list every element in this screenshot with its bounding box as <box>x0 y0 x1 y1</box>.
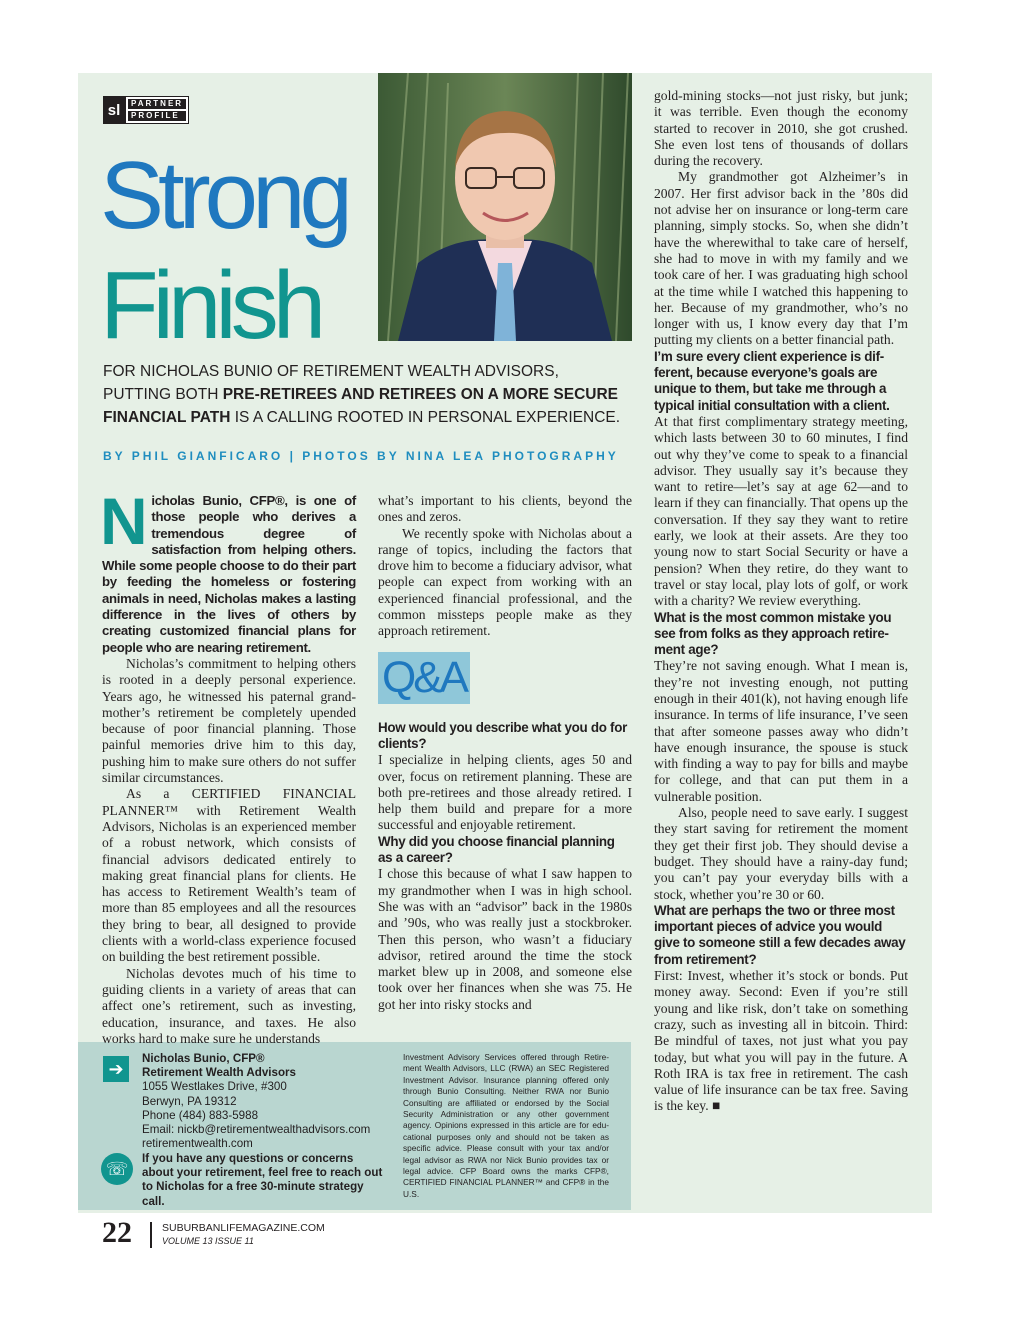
answer-3: At that first complimentary strategy meeting, which lasts between 30 to 60 minutes, I find out why they’ve come to speak to a financial advisor. They usually say it’s because they want to retire—let’s say at age 62—and to learn if they can financially. That opens up the conversation. If they say they want to retire early, we look at their assets. Are they too young now to start Social Security or have a pension? When they retire, do they want to travel or stay local, play lots of golf, or work with a charity? We review everything. <box>654 413 908 609</box>
contact-name: Nicholas Bunio, CFP® <box>142 1052 265 1065</box>
answer-1: I specialize in helping clients, ages 50 and over, focus on retirement planning. These are both pre-retirees and those already retired. I help them build and prepare for a more successful and enjoyable retirement. <box>378 752 632 833</box>
article-deck <box>103 360 631 429</box>
answer-4-paragraph-2: Also, people need to save early. I suggest they start saving for retirement the moment they get their first job. They should devise a budget. They should have a rainy-day fund; you can’t pay your everyday bills with a stock, whether you’re 30 or 60. <box>654 805 908 902</box>
answer-4: They’re not saving enough. What I mean is, they’re not investing enough, not putting enough in their 401(k), not having enough life insurance. In terms of life insurance, I’ve seen that after someone passes away who didn’t have enough insurance, the spouse is stuck with finding a way to pay for bills and maybe for college, and that can put them in a vulnerable position. <box>654 658 908 804</box>
logo-label <box>125 96 189 124</box>
body-paragraph: Nicholas devotes much of his time to guiding clients in a variety of areas that can affect one’s retirement, such as investing, education, insurance, and taxes. He also works hard to make sure he understands <box>102 965 356 1046</box>
deck-text-2: IS A CALLING ROOTED IN PERSONAL EXPERIENCE. <box>230 409 621 426</box>
deck-bold: PRE-RETIREES AND RETIREES ON A MORE SECURE FINANCIAL PATH <box>103 386 618 426</box>
title-line-2: Finish <box>100 252 321 359</box>
column-1 <box>100 484 356 1047</box>
answer-5 <box>654 968 908 1115</box>
body-paragraph: We recently spoke with Nicholas about a range of topics, including the factors that drove him to become a fiduciary advisor, what people can expect from working with an experienced financial professional, and the common missteps people make as they approach retirement. <box>378 525 632 639</box>
portrait-photo <box>378 73 632 341</box>
drop-cap: N <box>100 484 148 558</box>
logo-line-1: PARTNER <box>128 99 186 109</box>
footer-divider <box>150 1222 152 1248</box>
body-paragraph: Nicholas’s commitment to helping others is rooted in a deeply personal experience. Years ago, he witnessed his paternal grandmother’s retirement be completely upended because of poor financial planning. Those painful memories drive him to this day, pushing him to make sure others do not suffer similar circumstances. <box>102 655 356 786</box>
lead-paragraph <box>100 484 356 656</box>
byline: BY PHIL GIANFICARO | PHOTOS BY NINA LEA PHOTOGRAPHY <box>103 449 619 463</box>
answer-2-paragraph-2: My grandmother got Alzheimer’s in 2007. Her first advisor back in the ’80s did not advise her on insurance or long-term care planning, simply stocks. So, when she didn’t have the wherewithal to take care of herself, she had to move in with my family and we took care of her. I was graduating high school at the time while I watched this happening to her. Because of my grandmother, who’s no longer with us, I know every day that I’m putting my clients on a better financial path. <box>654 169 908 348</box>
column-3 <box>654 88 908 1115</box>
column-2 <box>378 493 632 1013</box>
question-2: Why did you choose financial planning as a career? <box>378 833 615 866</box>
call-to-action: If you have any questions or concerns about your retirement, feel free to reach out to Nicholas for a free 30-minute strategy call. <box>142 1152 383 1208</box>
body-paragraph: what’s important to his clients, beyond the ones and zeros. <box>378 493 632 525</box>
qa-badge: Q&A <box>378 652 470 704</box>
contact-email[interactable]: Email: nickb@retirementwealthadvisors.com <box>142 1123 371 1137</box>
answer-2-continued: gold-mining stocks—not just risky, but junk; it was terrible. Even though the economy started to recover in 2010, she got crushed. She even lost tens of thousands of dollars during the recovery. <box>654 88 908 169</box>
contact-info <box>142 1052 388 1151</box>
contact-company: Retirement Wealth Advisors <box>142 1066 296 1080</box>
answer-2: I chose this because of what I saw happen to my grandmother when I was in high school. She was with an “advisor” back in the 1980s and ’90s, who was really just a stockbroker. Then this person, who wasn’t a fiduciary advisor, retired around the time the stock market blew up in 2008, and someone else took over her finances when she was 75. He got her into risky stocks and <box>378 866 632 1012</box>
question-4: What is the most common mistake you see from folks as they approach retirement age? <box>654 609 892 658</box>
deck-text-1: FOR NICHOLAS BUNIO OF RETIREMENT WEALTH ADVISORS, PUTTING BOTH <box>103 363 559 403</box>
logo-line-2: PROFILE <box>128 111 186 121</box>
legal-disclaimer: Investment Advisory Services offered through Retirement Wealth Advisors, LLC (RWA) an SEC Registered Investment Advisor. Insurance planning offered only through Bunio Consulting. Neither RWA nor Bunio Consulting are affiliated or endorsed by the Social Security Administration or any other government agency. Opinions expressed in this article are for educational purposes only and should not be taken as specific advice. Please consult with your tax and/or legal advisor as RWA nor Nick Bunio provides tax or legal advice. CFP Board owns the marks CFP®, CERTIFIED FINANCIAL PLANNER™ and CFP® in the U.S. <box>403 1052 609 1199</box>
arrow-right-icon: ➔ <box>103 1056 129 1082</box>
answer-5-text: First: Invest, whether it’s stock or bonds. Put money away. Second: Even if you’re still young and like risk, don’t take on something crazy, such as investing all in bitcoin. Third: Be mindful of taxes, not just what you pay today, but what you will pay in the future. A Roth IRA is tax free in retirement. The cash value of life insurance can be tax free. Saving is the key. <box>654 968 908 1114</box>
question-5: What are perhaps the two or three most important pieces of advice you would give to someone still a few decades away from retirement? <box>654 902 906 967</box>
contact-phone: Phone (484) 883-5988 <box>142 1108 259 1122</box>
contact-address-2: Berwyn, PA 19312 <box>142 1094 237 1108</box>
partner-profile-logo <box>103 96 189 124</box>
question-1: How would you describe what you do for clients? <box>378 719 627 751</box>
question-3: I’m sure every client experience is different, because everyone’s goals are unique to them, but take me through a typical initial consultation with a client. <box>654 348 890 413</box>
lead-text: icholas Bunio, CFP®, is one of those people who derives a tremendous degree of satisfaction from helping others. While some people choose to do their part by feeding the homeless or fostering animals in need, Nicholas makes a lasting difference in the lives of others by creating customized financial plans for people who are nearing retirement. <box>102 493 356 655</box>
logo-mark: sl <box>103 96 125 124</box>
title-line-1: Strong <box>100 142 347 249</box>
page-number: 22 <box>102 1216 132 1249</box>
footer-issue: VOLUME 13 ISSUE 11 <box>162 1236 254 1246</box>
body-paragraph: As a CERTIFIED FINANCIAL PLANNER™ with Retirement Wealth Advisors, Nicholas is an experienced member of a robust network, which consists of financial advisors dedicated entirely to making great financial plans for clients. He has access to Retirement Wealth’s team of more than 85 employees and all the resources they bring to bear, all designed to provide clients with a world-class experience focused on building the best retirement possible. <box>102 786 356 965</box>
end-mark: ■ <box>712 1098 721 1114</box>
phone-icon: ☏ <box>101 1153 133 1185</box>
contact-website[interactable]: retirementwealth.com <box>142 1137 253 1151</box>
portrait-illustration <box>378 73 632 341</box>
footer-website[interactable]: SUBURBANLIFEMAGAZINE.COM <box>162 1222 325 1234</box>
contact-address-1: 1055 Westlakes Drive, #300 <box>142 1080 287 1094</box>
